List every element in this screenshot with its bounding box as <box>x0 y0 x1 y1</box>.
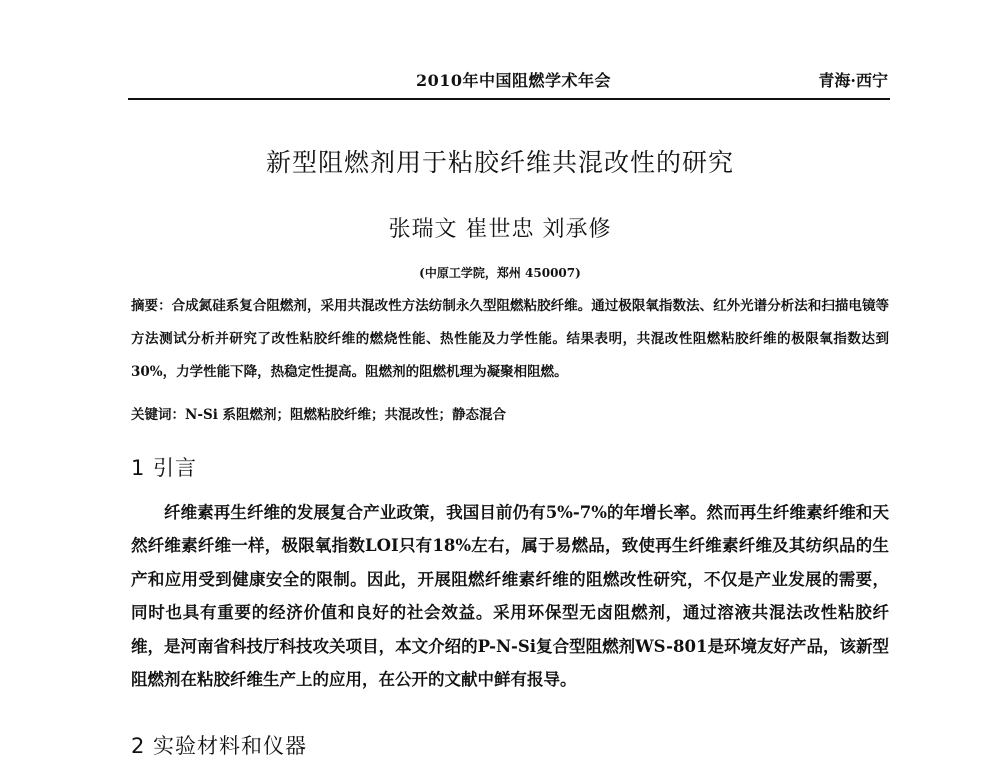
paper-title: 新型阻燃剂用于粘胶纤维共混改性的研究 <box>265 148 734 177</box>
abstract-label: 摘要： <box>131 298 172 314</box>
header-location: 青海·西宁 <box>818 71 888 90</box>
keywords <box>131 403 889 423</box>
header-conference: 2010年中国阻燃学术年会 <box>416 71 612 90</box>
keywords-label: 关键词： <box>131 407 185 423</box>
abstract-text: 合成氮硅系复合阻燃剂，采用共混改性方法纺制永久型阻燃粘胶纤维。通过极限氧指数法、红外光谱分析法和扫描电镜等方法测试分析并研究了改性粘胶纤维的燃烧性能、热性能及力学性能。结果表明，共混改性阻燃粘胶纤维的极限氧指数达到30%，力学性能下降，热稳定性提高。阻燃剂的阻燃机理为凝聚相阻燃。 <box>131 298 889 380</box>
keywords-text: N-Si 系阻燃剂；阻燃粘胶纤维；共混改性；静态混合 <box>185 407 507 423</box>
affiliation: (中原工学院，郑州 450007) <box>419 266 581 280</box>
author-list: 张瑞文 崔世忠 刘承修 <box>388 217 612 242</box>
section-heading-introduction: 1 引言 <box>131 456 198 480</box>
section-heading-materials: 2 实验材料和仪器 <box>131 734 308 758</box>
introduction-paragraph: 纤维素再生纤维的发展复合产业政策，我国目前仍有5%-7%的年增长率。然而再生纤维素纤维和天然纤维素纤维一样，极限氧指数LOI只有18%左右，属于易燃品，致使再生纤维素纤维及其纺织品的生产和应用受到健康安全的限制。因此，开展阻燃纤维素纤维的阻燃改性研究，不仅是产业发展的需要，同时也具有重要的经济价值和良好的社会效益。采用环保型无卤阻燃剂，通过溶液共混法改性粘胶纤维，是河南省科技厅科技攻关项目，本文介绍的P-N-Si复合型阻燃剂WS-801是环境友好产品，该新型阻燃剂在粘胶纤维生产上的应用，在公开的文献中鲜有报导。 <box>131 503 889 690</box>
abstract <box>131 290 889 389</box>
running-header <box>128 64 890 100</box>
